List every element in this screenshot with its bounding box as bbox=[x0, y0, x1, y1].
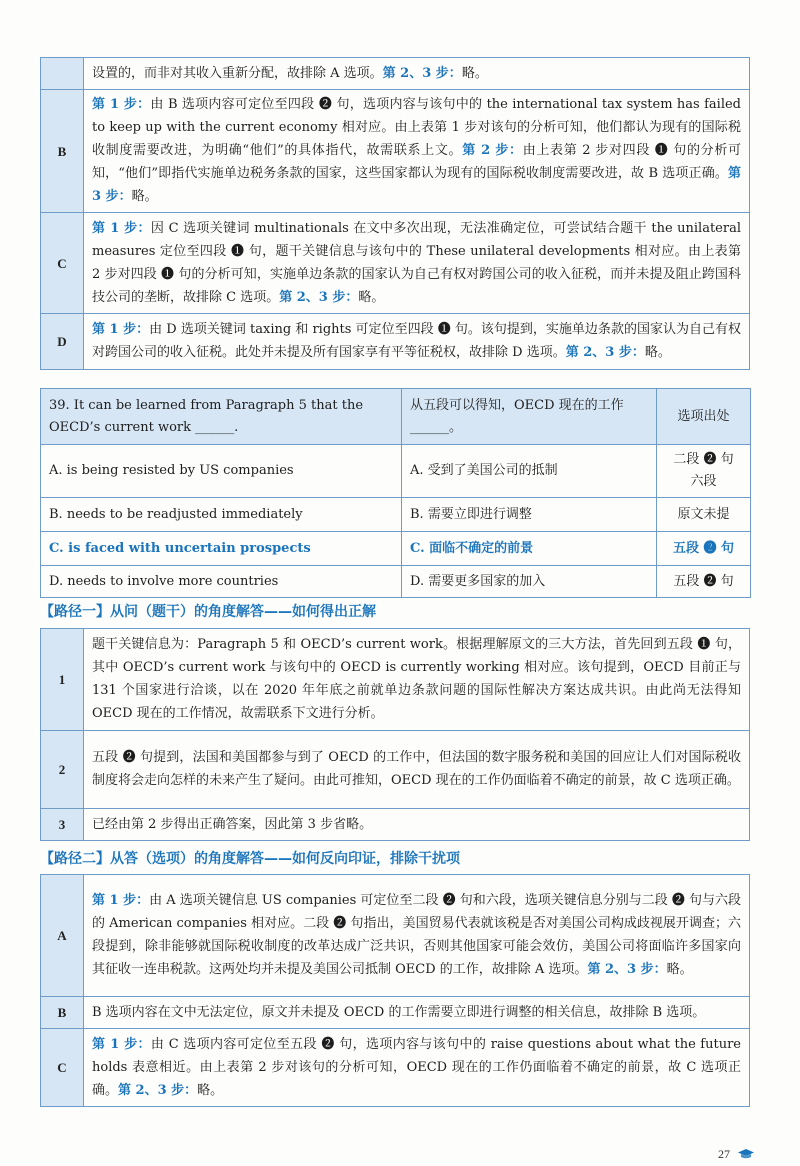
route-two-heading: 【路径二】从答（选项）的角度解答——如何反向印证，排除干扰项 bbox=[40, 851, 460, 867]
row-text bbox=[84, 58, 750, 90]
step-label: 第 2、3 步： bbox=[279, 289, 359, 305]
row-text: 题干关键信息为：Paragraph 5 和 OECD’s current work。根据理解原文的三大方法，首先回到五段 ❶ 句，其中 OECD’s current work 与该句中的 OECD is currently working 相对应。该句提到，OECD 目前正与 131 个国家进行洽谈，以在 2020 年年底之前就单边条款问题的国际性解决方案达成共识。由此尚无法得知 OECD 现在的工作情况，故需联系下文进行分析。 bbox=[84, 629, 750, 731]
text: 略。 bbox=[666, 962, 693, 977]
table-row bbox=[41, 629, 750, 731]
option-en: A. is being resisted by US companies bbox=[41, 445, 402, 498]
option-source: 二段 ❷ 句 六段 bbox=[657, 445, 751, 498]
text: 由 A 选项关键信息 US companies 可定位至二段 ❷ 句和六段，选项关键信息分别与二段 ❷ 句与六段的 American companies 相对应。二段 ❷ 句指出，美国贸易代表就该税是否对美国公司构成歧视展开调查；六段提到，除非能够就国际税收制度的改革达成广泛共识，否则其他国家可能会效仿，美国公司将面临许多国家向其征收一连串税款。这两处均并未提及美国公司抵制 OECD 的工作，故排除 A 选项。 bbox=[92, 893, 741, 977]
row-text: 五段 ❷ 句提到，法国和美国都参与到了 OECD 的工作中，但法国的数字服务税和美国的回应让人们对国际税收制度将会走向怎样的未来产生了疑问。由此可推知，OECD 现在的工作仍面临着不确定的前景，故 C 选项正确。 bbox=[84, 731, 750, 809]
option-zh: C. 面临不确定的前景 bbox=[402, 532, 657, 566]
analysis-table-q38 bbox=[40, 57, 750, 370]
step-label: 第 1 步： bbox=[92, 220, 151, 236]
route-one-heading: 【路径一】从问（题干）的角度解答——如何得出正解 bbox=[40, 604, 376, 620]
row-label: C bbox=[41, 1029, 84, 1107]
row-label: B bbox=[41, 90, 84, 213]
step-label: 第 2 步： bbox=[462, 143, 523, 158]
table-row bbox=[41, 997, 750, 1029]
question-en: 39. It can be learned from Paragraph 5 that the OECD’s current work ______. bbox=[41, 389, 402, 445]
step-label: 第 2、3 步： bbox=[118, 1082, 198, 1098]
row-label: 3 bbox=[41, 809, 84, 841]
question-zh: 从五段可以得知，OECD 现在的工作______。 bbox=[402, 389, 657, 445]
step-label: 第 2、3 步： bbox=[565, 345, 645, 360]
option-en: C. is faced with uncertain prospects bbox=[41, 532, 402, 566]
source-header: 选项出处 bbox=[657, 389, 751, 445]
row-label: 1 bbox=[41, 629, 84, 731]
question-header-row bbox=[41, 389, 751, 445]
text: 由 B 选项内容可定位至四段 ❷ 句，选项内容与该句中的 the international tax system has failed to keep up with the current economy 相对应。由上表第 1 步对该句的分析可知，他们都认为现有的国际税收制度需要改进，为明确“他们”的具体指代，故需联系上文。 bbox=[92, 97, 741, 158]
text: 略。 bbox=[461, 65, 488, 81]
table-row bbox=[41, 809, 750, 841]
option-row bbox=[41, 445, 751, 498]
row-text bbox=[84, 213, 750, 314]
text: 由上表第 2 步对四段 ❶ 句的分析可知，“他们”即指代实施单边税务条款的国家，这些国家都认为现有的国际税收制度需要改进，故 B 选项正确。 bbox=[92, 143, 741, 181]
text: 因 C 选项关键词 multinationals 在文中多次出现，无法准确定位，可尝试结合题干 the unilateral measures 定位至四段 ❶ 句，题干关键信息与该句中的 These unilateral developments 相对应。由上表第 2 步对四段 ❶ 句的分析可知，实施单边条款的国家认为自己有权对跨国公司的收入征税，而并未提及阻止跨国科技公司的垄断，故排除 C 选项。 bbox=[92, 220, 741, 305]
option-row bbox=[41, 498, 751, 532]
text: 设置的，而非对其收入重新分配，故排除 A 选项。 bbox=[92, 65, 383, 81]
table-row bbox=[41, 314, 750, 370]
table-row bbox=[41, 1029, 750, 1107]
text: 由 D 选项关键词 taxing 和 rights 可定位至四段 ❶ 句。该句提到，实施单边条款的国家认为自己有权对跨国公司的收入征税。此处并未提及所有国家享有平等征税权，故排除 D 选项。 bbox=[92, 322, 741, 360]
table-row bbox=[41, 58, 750, 90]
option-zh: D. 需要更多国家的加入 bbox=[402, 566, 657, 598]
row-label: B bbox=[41, 997, 84, 1029]
row-text bbox=[84, 875, 750, 997]
row-label: D bbox=[41, 314, 84, 370]
step-label: 第 1 步： bbox=[92, 97, 151, 112]
option-row-correct bbox=[41, 532, 751, 566]
row-label: 2 bbox=[41, 731, 84, 809]
row-text bbox=[84, 1029, 750, 1107]
option-zh: A. 受到了美国公司的抵制 bbox=[402, 445, 657, 498]
option-zh: B. 需要立即进行调整 bbox=[402, 498, 657, 532]
row-text: 已经由第 2 步得出正确答案，因此第 3 步省略。 bbox=[84, 809, 750, 841]
step-label: 第 1 步： bbox=[92, 322, 150, 337]
route-one-table bbox=[40, 628, 750, 841]
step-label: 第 1 步： bbox=[92, 893, 150, 908]
row-label: A bbox=[41, 875, 84, 997]
row-text bbox=[84, 314, 750, 370]
row-text bbox=[84, 90, 750, 213]
table-row bbox=[41, 90, 750, 213]
page-number: 27 bbox=[718, 1147, 730, 1161]
option-source: 原文未提 bbox=[657, 498, 751, 532]
row-text: B 选项内容在文中无法定位，原文并未提及 OECD 的工作需要立即进行调整的相关信息，故排除 B 选项。 bbox=[84, 997, 750, 1029]
text: 略。 bbox=[131, 189, 158, 204]
route-two-table bbox=[40, 874, 750, 1107]
option-en: B. needs to be readjusted immediately bbox=[41, 498, 402, 532]
option-source: 五段 ❷ 句 bbox=[657, 532, 751, 566]
step-label: 第 2、3 步： bbox=[587, 962, 667, 977]
table-row bbox=[41, 731, 750, 809]
text: 略。 bbox=[197, 1082, 224, 1098]
option-row bbox=[41, 566, 751, 598]
step-label: 第 2、3 步： bbox=[382, 65, 462, 81]
step-label: 第 1 步： bbox=[92, 1036, 151, 1052]
text: 略。 bbox=[644, 345, 671, 360]
row-label: C bbox=[41, 213, 84, 314]
step-label: 第 3 步： bbox=[92, 166, 741, 204]
question-39-table bbox=[40, 388, 751, 598]
graduation-cap-icon bbox=[738, 1149, 754, 1159]
row-label bbox=[41, 58, 84, 90]
option-en: D. needs to involve more countries bbox=[41, 566, 402, 598]
option-source: 五段 ❷ 句 bbox=[657, 566, 751, 598]
text: 略。 bbox=[358, 289, 385, 305]
table-row bbox=[41, 213, 750, 314]
table-row bbox=[41, 875, 750, 997]
text: 由 C 选项内容可定位至五段 ❷ 句，选项内容与该句中的 raise questions about what the future holds 表意相近。由上表第 2 步对该句的分析可知，OECD 现在的工作仍面临着不确定的前景，故 C 选项正确。 bbox=[92, 1036, 741, 1098]
